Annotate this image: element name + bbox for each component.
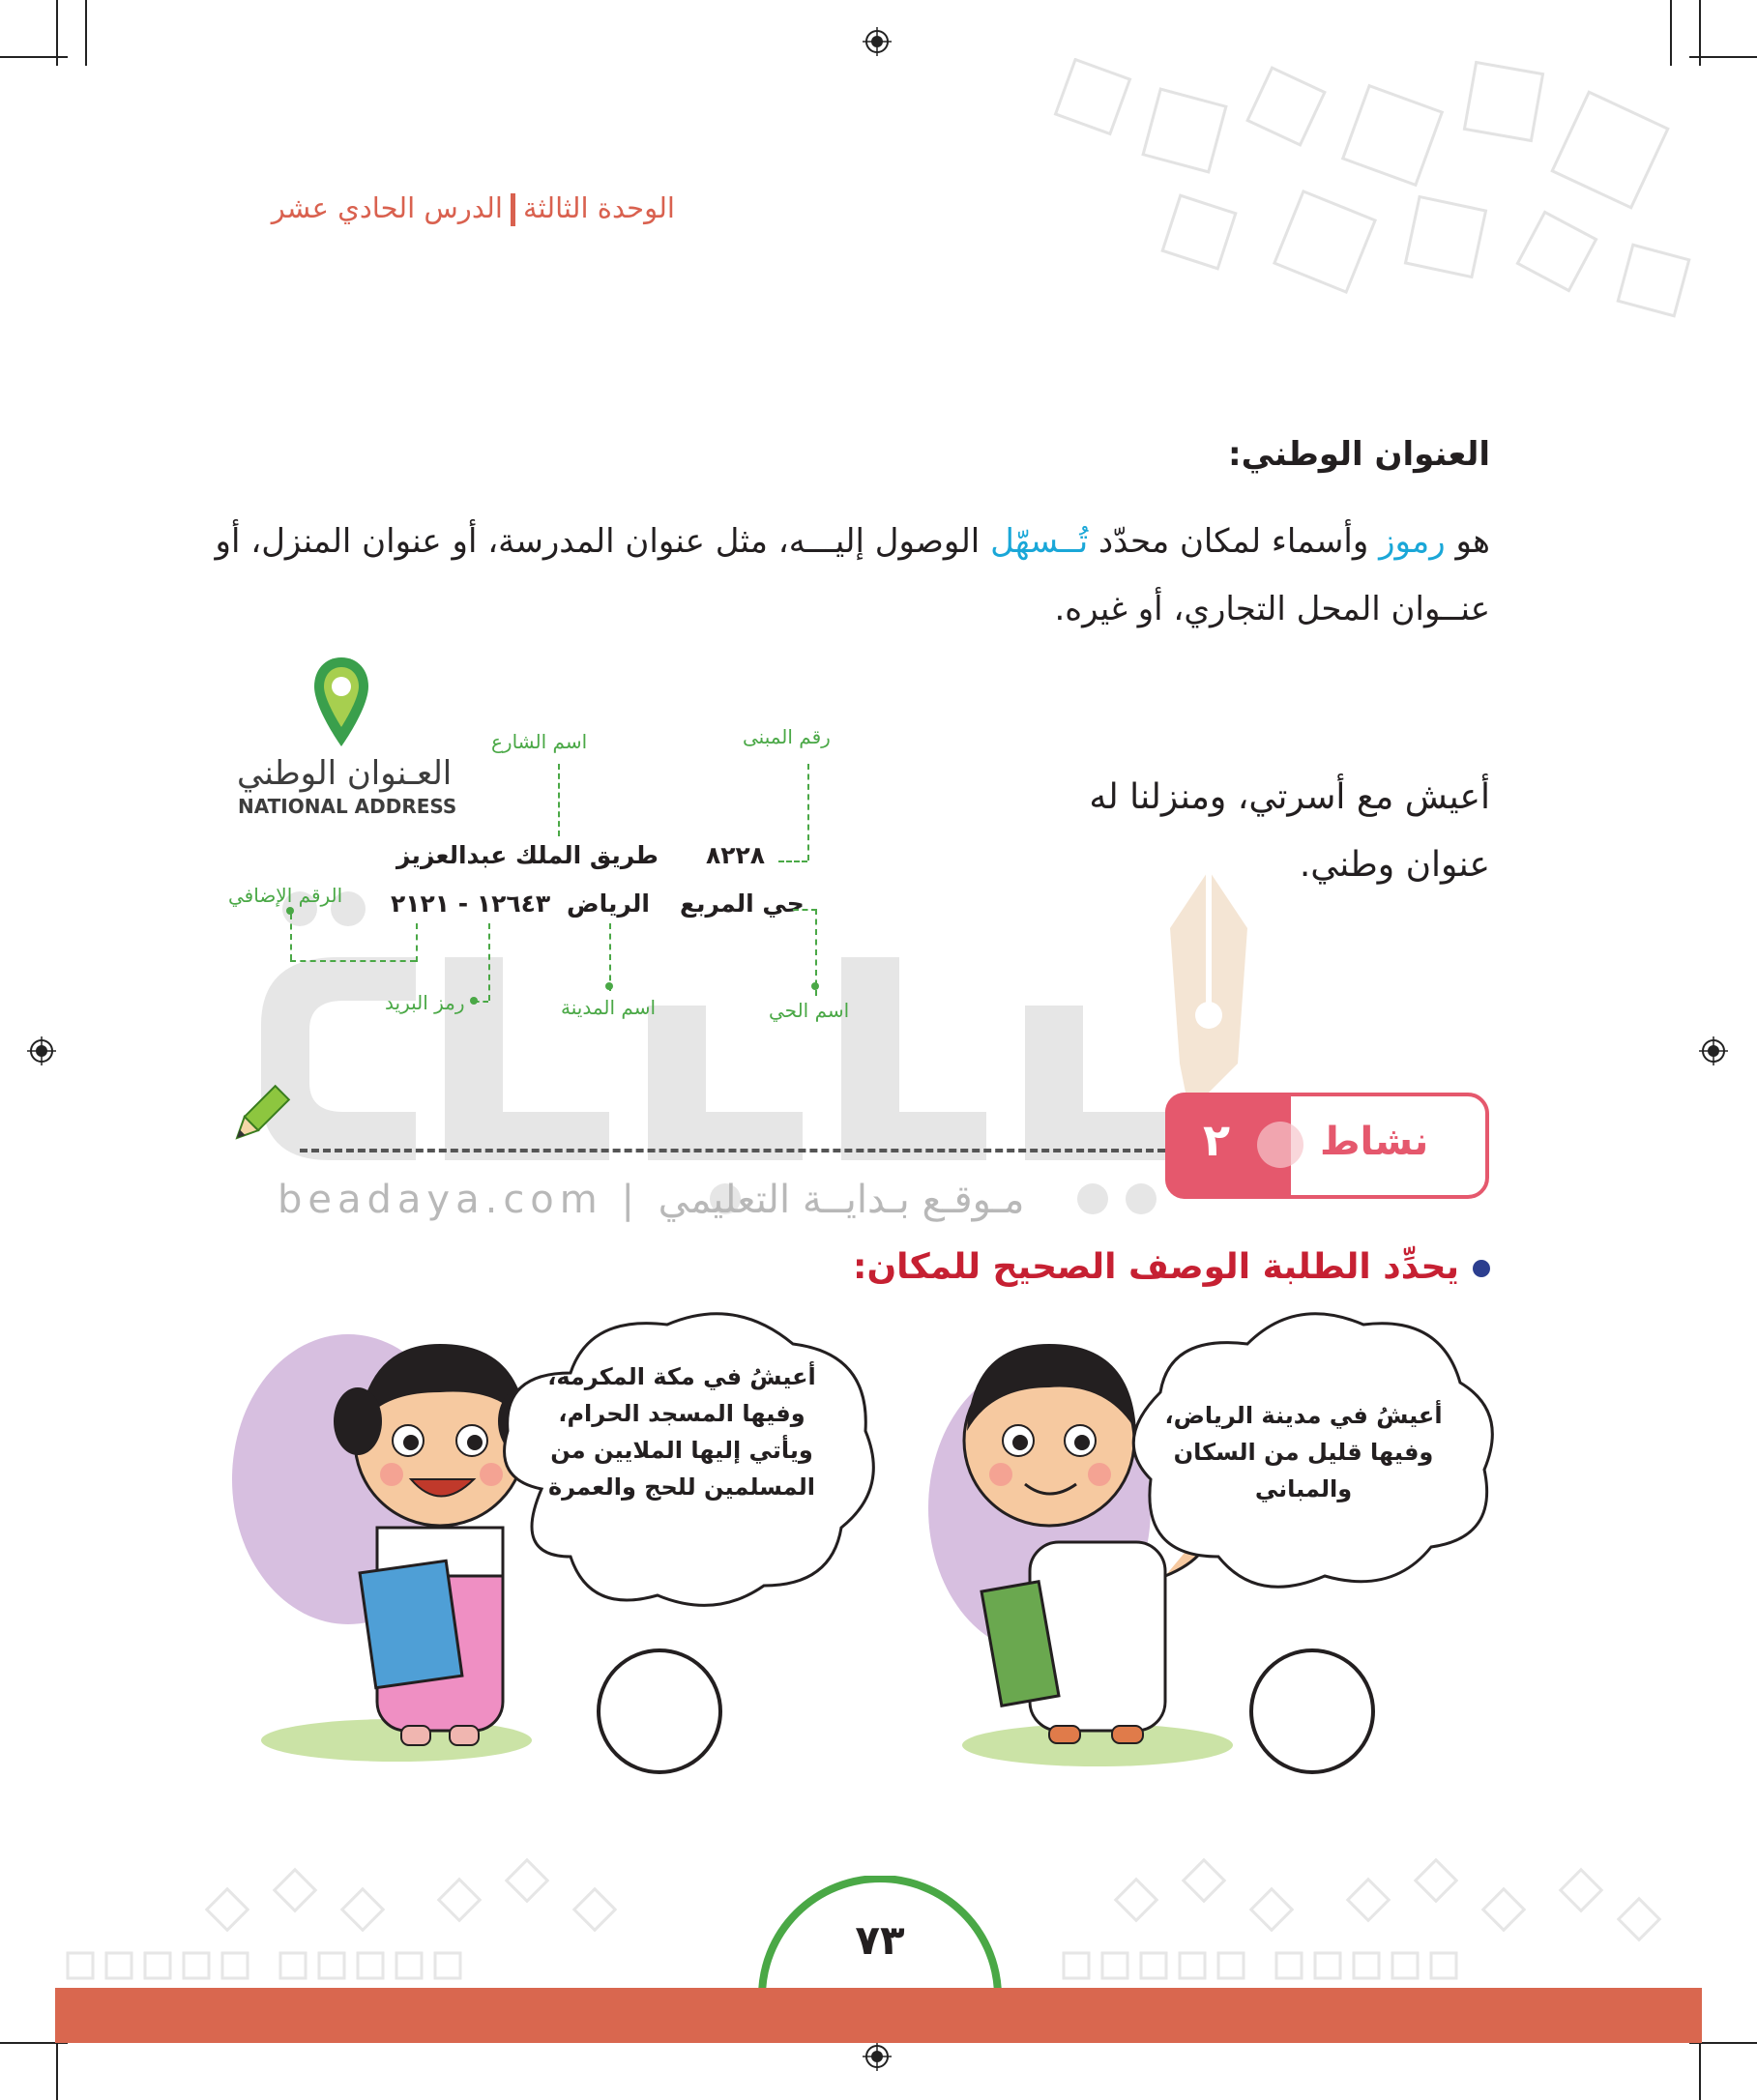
crop-mark — [1699, 2042, 1701, 2100]
connector-dot — [605, 982, 613, 990]
registration-mark-icon — [863, 2042, 892, 2071]
activity-number: ٢ — [1203, 1114, 1231, 1166]
connector-line — [793, 909, 817, 911]
crop-mark — [56, 0, 58, 66]
postal-code-label: رمز البريد — [385, 991, 465, 1014]
decorative-pattern — [1025, 58, 1721, 348]
connector-line — [290, 914, 292, 960]
district-name-label: اسم الحي — [769, 999, 850, 1022]
connector-dot — [286, 907, 294, 915]
boy-bubble-text: أعيشُ في مدينة الرياض، وفيها قليل من السكان والمباني — [1164, 1402, 1443, 1502]
footer-bar — [55, 1988, 1702, 2043]
connector-line — [609, 923, 611, 991]
intro-text: أعيش مع أسرتي، ومنزلنا له عنوان وطني. — [1089, 777, 1490, 885]
para-text: وأسماء لمكان محدّد — [1088, 522, 1380, 561]
additional-number-label: الرقم الإضافي — [228, 884, 343, 907]
task-instruction — [853, 1247, 1490, 1287]
city-name-label: اسم المدينة — [561, 996, 657, 1019]
crop-mark — [1670, 0, 1672, 66]
street-name-label: اسم الشارع — [491, 730, 588, 753]
activity-circle — [1257, 1122, 1303, 1168]
crop-mark — [85, 0, 87, 66]
crop-mark — [1699, 0, 1701, 66]
para-text: الوصول إليـــه، مثل عنوان المدرسة، أو عنوان المنزل، أو عنــوان المحل التجاري، أو غيره. — [215, 522, 1490, 628]
para-text: هو — [1445, 522, 1490, 561]
crop-mark — [56, 2042, 58, 2100]
connector-line — [290, 960, 416, 962]
logo-arabic-text: العـنوان الوطني — [237, 754, 453, 793]
watermark-url: beadaya.com | مـوقـع بـدايــة التعليمي — [278, 1178, 1025, 1222]
connector-line — [558, 764, 560, 836]
unit-title: الوحدة الثالثة — [522, 191, 675, 224]
task-text: يحدِّد الطلبة الوصف الصحيح للمكان: — [853, 1247, 1459, 1287]
connector-dot — [470, 997, 478, 1005]
header-divider — [511, 193, 515, 226]
registration-mark-icon — [863, 27, 892, 56]
activity-dashed-line — [300, 1149, 1165, 1152]
city-value: الرياض — [567, 890, 650, 918]
pencil-icon — [224, 1083, 292, 1151]
highlight-word: رموز — [1379, 522, 1446, 561]
location-pin-icon — [311, 656, 371, 748]
bullet-icon — [1473, 1260, 1490, 1277]
activity-label: نشاط — [1320, 1120, 1429, 1164]
building-number-label: رقم المبنى — [743, 725, 831, 748]
connector-line — [778, 860, 807, 862]
girl-bubble-text: أعيشُ في مكة المكرمة، وفيها المسجد الحرام، ويأتي إليها الملايين من المسلمين للحج والعمرة — [547, 1363, 816, 1501]
registration-mark-icon — [1699, 1036, 1728, 1065]
definition-paragraph — [194, 508, 1490, 643]
connector-line — [416, 923, 418, 962]
answer-circle-boy[interactable] — [1249, 1648, 1375, 1774]
page-number: ٧٣ — [855, 1916, 905, 1964]
street-name-value: طريق الملك عبدالعزيز — [396, 841, 659, 869]
section-title: العنوان الوطني: — [1228, 435, 1490, 474]
district-value: حي المربع — [680, 890, 805, 918]
highlight-word: تُــسهّل — [990, 522, 1089, 561]
page-header — [220, 191, 675, 226]
connector-dot — [811, 982, 819, 990]
registration-mark-icon — [27, 1036, 56, 1065]
lesson-title: الدرس الحادي عشر — [271, 191, 503, 224]
connector-line — [488, 923, 490, 1001]
answer-circle-girl[interactable] — [597, 1648, 722, 1774]
postal-value: ١٢٦٤٣ - ٢١٢١ — [391, 890, 551, 918]
connector-line — [807, 764, 809, 860]
logo-english-text: NATIONAL ADDRESS — [238, 795, 457, 818]
building-number-value: ٨٢٢٨ — [706, 841, 766, 869]
